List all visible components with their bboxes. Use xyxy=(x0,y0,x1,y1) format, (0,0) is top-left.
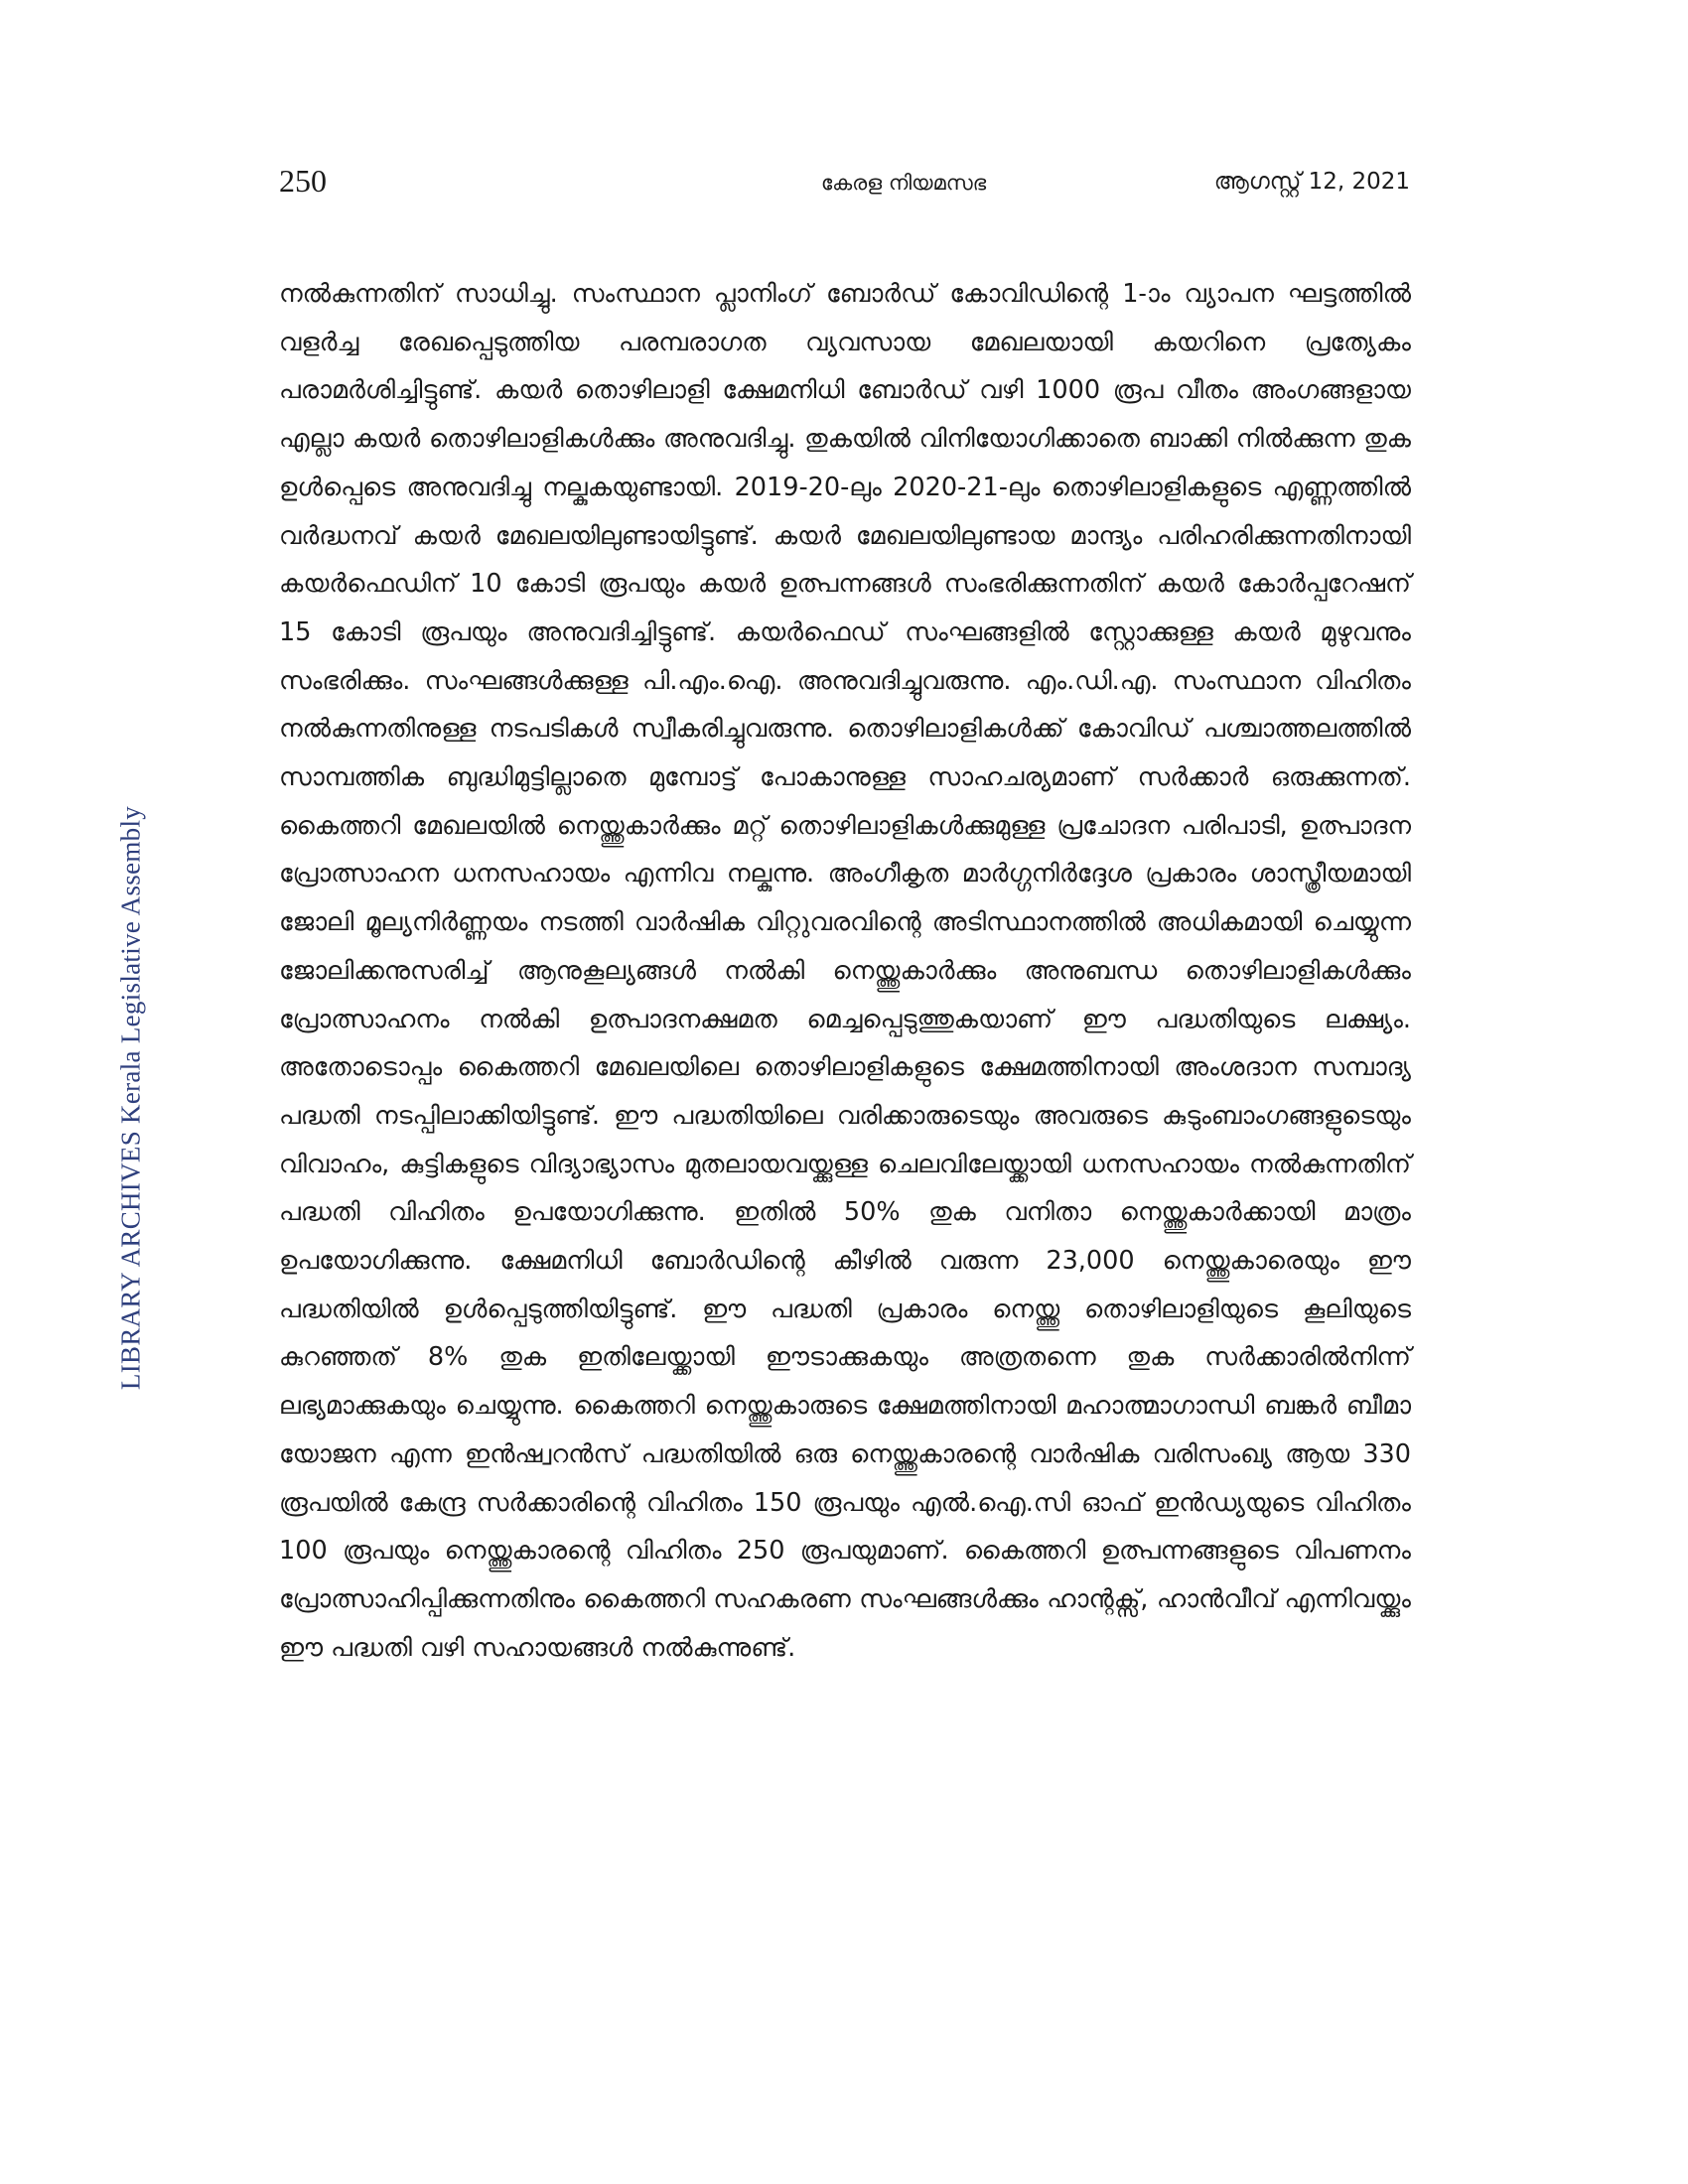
library-archives-watermark: LIBRARY ARCHIVES Kerala Legislative Assembly xyxy=(115,805,146,1391)
page-number: 250 xyxy=(279,163,327,199)
body-paragraph: നൽകുന്നതിന് സാധിച്ചു. സംസ്ഥാന പ്ലാനിംഗ് ബോർഡ് കോവിഡിന്റെ 1-ാം വ്യാപന ഘട്ടത്തിൽ വളർച്ച രേഖപ്പെടുത്തിയ പരമ്പരാഗത വ്യവസായ മേഖലയായി കയറിനെ പ്രത്യേകം പരാമർശിച്ചിട്ടുണ്ട്. കയർ തൊഴിലാളി ക്ഷേമനിധി ബോർഡ് വഴി 1000 രൂപ വീതം അംഗങ്ങളായ എല്ലാ കയർ തൊഴിലാളികൾക്കും അനുവദിച്ചു. തുകയിൽ വിനിയോഗിക്കാതെ ബാക്കി നിൽക്കുന്ന തുക ഉൾപ്പെടെ അനുവദിച്ചു നല്കുകയുണ്ടായി. 2019-20-ലും 2020-21-ലും തൊഴിലാളികളുടെ എണ്ണത്തിൽ വർദ്ധനവ് കയർ മേഖലയിലുണ്ടായിട്ടുണ്ട്. കയർ മേഖലയിലുണ്ടായ മാന്ദ്യം പരിഹരിക്കുന്നതിനായി കയർഫെഡിന് 10 കോടി രൂപയും കയർ ഉത്പന്നങ്ങൾ സംഭരിക്കുന്നതിന് കയർ കോർപ്പറേഷന് 15 കോടി രൂപയും അനുവദിച്ചിട്ടുണ്ട്. കയർഫെഡ് സംഘങ്ങളിൽ സ്റ്റോക്കുള്ള കയർ മുഴുവനും സംഭരിക്കും. സംഘങ്ങൾക്കുള്ള പി.എം.ഐ. അനുവദിച്ചുവരുന്നു. എം.ഡി.എ. സംസ്ഥാന വിഹിതം നൽകുന്നതിനുള്ള നടപടികൾ സ്വീകരിച്ചുവരുന്നു. തൊഴിലാളികൾക്ക് കോവിഡ് പശ്ചാത്തലത്തിൽ സാമ്പത്തിക ബുദ്ധിമുട്ടില്ലാതെ മുമ്പോട്ട് പോകാനുള്ള സാഹചര്യമാണ് സർക്കാർ ഒരുക്കുന്നത്. കൈത്തറി മേഖലയിൽ നെയ്ത്തുകാർക്കും മറ്റ് തൊഴിലാളികൾക്കുമുള്ള പ്രചോദന പരിപാടി, ഉത്പാദന പ്രോത്സാഹന ധനസഹായം എന്നിവ നല്കുന്നു. അംഗീകൃത മാർഗ്ഗനിർദ്ദേശ പ്രകാരം ശാസ്ത്രീയമായി ജോലി മൂല്യനിർണ്ണയം നടത്തി വാർഷിക വിറ്റുവരവിന്റെ അടിസ്ഥാനത്തിൽ അധികമായി ചെയ്യുന്ന ജോലിക്കനുസരിച്ച് ആനുകൂല്യങ്ങൾ നൽകി നെയ്ത്തുകാർക്കും അനുബന്ധ തൊഴിലാളികൾക്കും പ്രോത്സാഹനം നൽകി ഉത്പാദനക്ഷമത മെച്ചപ്പെടുത്തുകയാണ് ഈ പദ്ധതിയുടെ ലക്ഷ്യം. അതോടൊപ്പം കൈത്തറി മേഖലയിലെ തൊഴിലാളികളുടെ ക്ഷേമത്തിനായി അംശദാന സമ്പാദ്യ പദ്ധതി നടപ്പിലാക്കിയിട്ടുണ്ട്. ഈ പദ്ധതിയിലെ വരിക്കാരുടെയും അവരുടെ കുടുംബാംഗങ്ങളുടെയും വിവാഹം, കുട്ടികളുടെ വിദ്യാഭ്യാസം മുതലായവയ്ക്കുള്ള ചെലവിലേയ്ക്കായി ധനസഹായം നൽകുന്നതിന് പദ്ധതി വിഹിതം ഉപയോഗിക്കുന്നു. ഇതിൽ 50% തുക വനിതാ നെയ്ത്തുകാർക്കായി മാത്രം ഉപയോഗിക്കുന്നു. ക്ഷേമനിധി ബോർഡിന്റെ കീഴിൽ വരുന്ന 23,000 നെയ്ത്തുകാരെയും ഈ പദ്ധതിയിൽ ഉൾപ്പെടുത്തിയിട്ടുണ്ട്. ഈ പദ്ധതി പ്രകാരം നെയ്ത്തു തൊഴിലാളിയുടെ കൂലിയുടെ കുറഞ്ഞത് 8% തുക ഇതിലേയ്ക്കായി ഈടാക്കുകയും അത്രതന്നെ തുക സർക്കാരിൽനിന്ന് ലഭ്യമാക്കുകയും ചെയ്യുന്നു. കൈത്തറി നെയ്ത്തുകാരുടെ ക്ഷേമത്തിനായി മഹാത്മാഗാന്ധി ബങ്കർ ബീമാ യോജന എന്ന ഇൻഷ്വറൻസ് പദ്ധതിയിൽ ഒരു നെയ്ത്തുകാരന്റെ വാർഷിക വരിസംഖ്യ ആയ 330 രൂപയിൽ കേന്ദ്ര സർക്കാരിന്റെ വിഹിതം 150 രൂപയും എൽ.ഐ.സി ഓഫ് ഇൻഡ്യയുടെ വിഹിതം 100 രൂപയും നെയ്ത്തുകാരന്റെ വിഹിതം 250 രൂപയുമാണ്. കൈത്തറി ഉത്പന്നങ്ങളുടെ വിപണനം പ്രോത്സാഹിപ്പിക്കുന്നതിനും കൈത്തറി സഹകരണ സംഘങ്ങൾക്കും ഹാന്റക്സ്, ഹാൻവീവ് എന്നിവയ്ക്കും ഈ പദ്ധതി വഴി സഹായങ്ങൾ നൽകുന്നുണ്ട്. xyxy=(279,279,1411,1663)
running-head: കേരള നിയമസഭ xyxy=(820,171,987,195)
header-date: ആഗസ്റ്റ് 12, 2021 xyxy=(1213,169,1410,195)
